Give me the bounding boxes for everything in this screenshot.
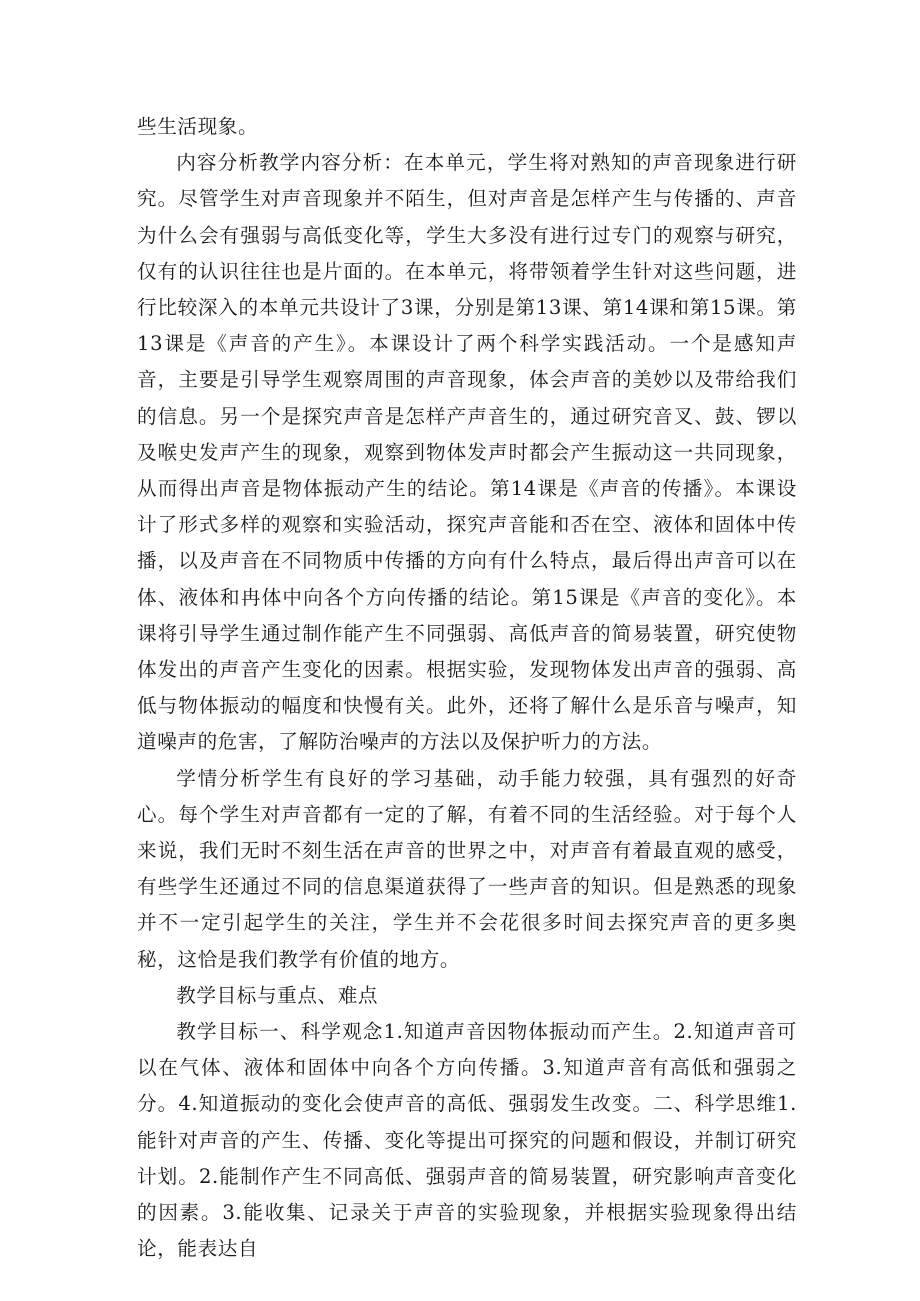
paragraph-continuation: 些生活现象。	[137, 115, 259, 138]
paragraph-content-analysis: 内容分析教学内容分析：在本单元，学生将对熟知的声音现象进行研究。尽管学生对声音现象并不陌生，但对声音是怎样产生与传播的、声音为什么会有强弱与高低变化等，学生大多没有进行过专门的观察与研究，仅有的认识往往也是片面的。在本单元，将带领着学生针对这些问题，进行比较深入的本单元共设计了3课，分别是第13课、第14课和第15课。第13课是《声音的产生》。本课设计了两个科学实践活动。一个是感知声音，主要是引导学生观察周围的声音现象，体会声音的美妙以及带给我们的信息。另一个是探究声音是怎样产声音生的，通过研究音叉、鼓、锣以及喉史发声产生的现象，观察到物体发声时都会产生振动这一共同现象，从而得出声音是物体振动产生的结论。第14课是《声音的传播》。本课设计了形式多样的观察和实验活动，探究声音能和否在空、液体和固体中传播，以及声音在不同物质中传播的方向有什么特点，最后得出声音可以在体、液体和冉体中向各个方向传播的结论。第15课是《声音的变化》。本课将引导学生通过制作能产生不同强弱、高低声音的简易装置，研究使物体发出的声音产生变化的因素。根据实验，发现物体发出声音的强弱、高低与物体振动的幅度和快慢有关。此外，还将了解什么是乐音与噪声，知道噪声的危害，了解防治噪声的方法以及保护听力的方法。	[137, 151, 797, 754]
paragraph-teaching-objectives: 教学目标一、科学观念1.知道声音因物体振动而产生。2.知道声音可以在气体、液体和固体中向各个方向传播。3.知道声音有高低和强弱之分。4.知道振动的变化会使声音的高低、强弱发生改变。二、科学思维1.能针对声音的产生、传播、变化等提出可探究的问题和假设，并制订研究计划。2.能制作产生不同高低、强弱声音的简易装置，研究影响声音变化的因素。3.能收集、记录关于声音的实验现象，并根据实验现象得出结论，能表达自	[137, 1020, 797, 1261]
section-heading-objectives: 教学目标与重点、难点	[176, 983, 379, 1007]
paragraph-learner-analysis: 学情分析学生有良好的学习基础，动手能力较强，具有强烈的好奇心。每个学生对声音都有一定的了解，有着不同的生活经验。对于每个人来说，我们无时不刻生活在声音的世界之中，对声音有着最直观的感受，有些学生还通过不同的信息渠道获得了一些声音的知识。但是熟悉的现象并不一定引起学生的关注，学生并不会花很多时间去探究声音的更多奥秘，这恰是我们教学有价值的地方。	[137, 766, 797, 971]
document-body	[137, 109, 797, 1268]
